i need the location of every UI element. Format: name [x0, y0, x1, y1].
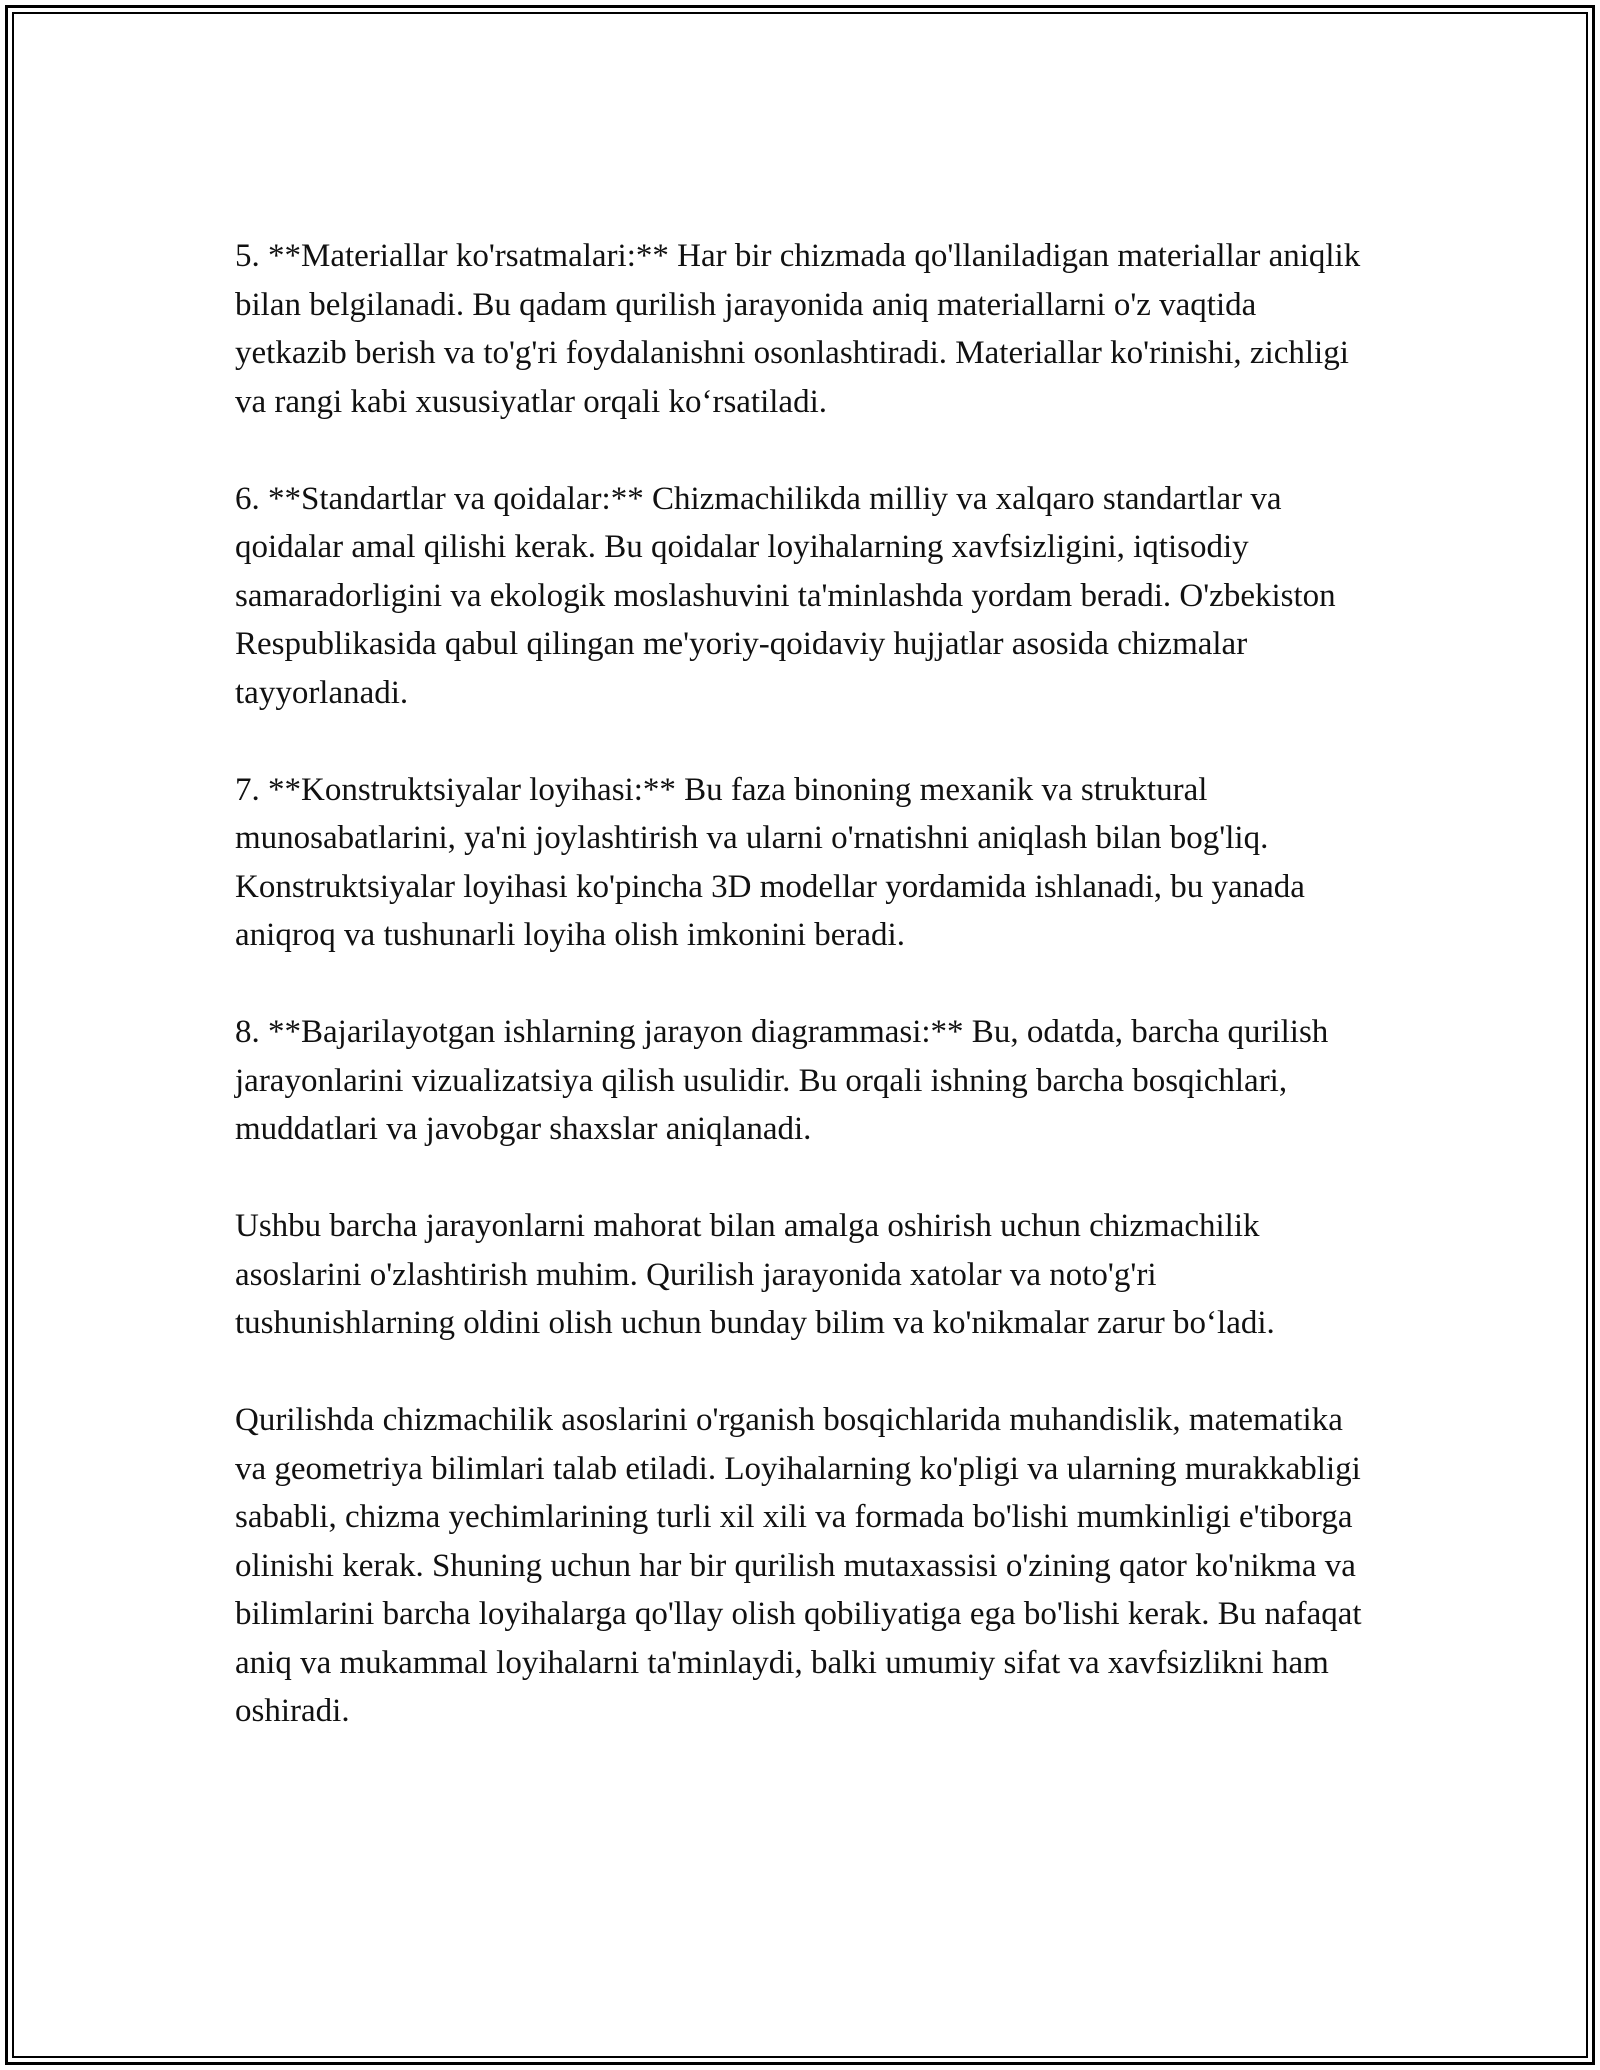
paragraph-6-standards: 6. **Standartlar va qoidalar:** Chizmachilikda milliy va xalqaro standartlar va qoidalar amal qilishi kerak. Bu qoidalar loyihalarning xavfsizligini, iqtisodiy samaradorligini va ekologik moslashuvini ta'minlashda yordam beradi. O'zbekiston Respublikasida qabul qilingan me'yoriy-qoidaviy hujjatlar asosida chizmalar tayyorlanadi. — [235, 480, 1336, 711]
paragraph-5-materials: 5. **Materiallar ko'rsatmalari:** Har bir chizmada qo'llaniladigan materiallar aniqlik bilan belgilanadi. Bu qadam qurilish jarayonida aniq materiallarni o'z vaqtida yetkazib berish va to'g'ri foydalanishni osonlashtiradi. Materiallar ko'rinishi, zichligi va rangi kabi xususiyatlar orqali ko‘rsatiladi. — [235, 238, 1361, 420]
paragraph-summary: Ushbu barcha jarayonlarni mahorat bilan amalga oshirish uchun chizmachilik asoslarini o'zlashtirish muhim. Qurilish jarayonida xatolar va noto'g'ri tushunishlarning oldini olish uchun bunday bilim va ko'nikmalar zarur bo‘ladi. — [235, 1208, 1275, 1341]
paragraph-7-constructions: 7. **Konstruktsiyalar loyihasi:** Bu faza binoning mexanik va struktural munosabatlarini, ya'ni joylashtirish va ularni o'rnatishni aniqlash bilan bog'liq. Konstruktsiyalar loyihasi ko'pincha 3D modellar yordamida ishlanadi, bu yanada aniqroq va tushunarli loyiha olish imkonini beradi. — [235, 771, 1305, 953]
document-body — [235, 232, 1370, 1736]
paragraph-conclusion: Qurilishda chizmachilik asoslarini o'rganish bosqichlarida muhandislik, matematika va geometriya bilimlari talab etiladi. Loyihalarning ko'pligi va ularning murakkabligi sababli, chizma yechimlarining turli xil xili va formada bo'lishi mumkinligi e'tiborga olinishi kerak. Shuning uchun har bir qurilish mutaxassisi o'zining qator ko'nikma va bilimlarini barcha loyihalarga qo'llay olish qobiliyatiga ega bo'lishi kerak. Bu nafaqat aniq va mukammal loyihalarni ta'minlaydi, balki umumiy sifat va xavfsizlikni ham oshiradi. — [235, 1402, 1362, 1729]
paragraph-8-diagram: 8. **Bajarilayotgan ishlarning jarayon diagrammasi:** Bu, odatda, barcha qurilish jarayonlarini vizualizatsiya qilish usulidir. Bu orqali ishning barcha bosqichlari, muddatlari va javobgar shaxslar aniqlanadi. — [235, 1014, 1329, 1147]
